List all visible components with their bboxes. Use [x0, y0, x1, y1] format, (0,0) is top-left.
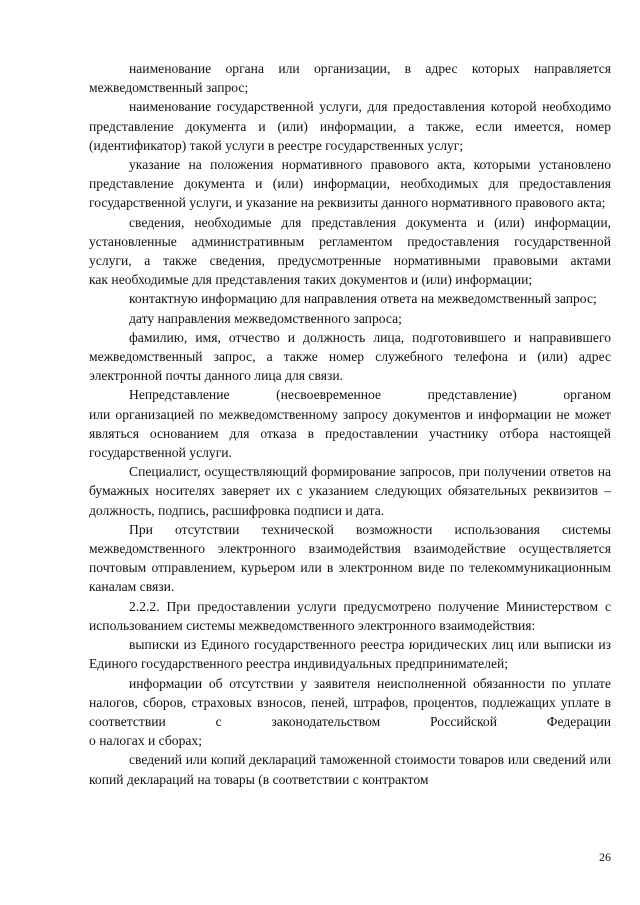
- paragraph-request-date: дату направления межведомственного запроса;: [129, 310, 402, 326]
- paragraph-contact-info: контактную информацию для направления ответа на межведомственный запрос;: [129, 291, 597, 307]
- paragraph-registry-extracts: выписки из Единого государственного реестра юридических лиц или выписки из Единого государственного реестра индивидуальных предпринимателей;: [89, 637, 611, 672]
- paragraph-service-name: наименование государственной услуги, для предоставления которой необходимо представление документа и (или) информации, а также, если имеется, номер (идентификатор) такой услуги в реестре государственных услуг;: [89, 99, 611, 153]
- paragraph-specialist: Специалист, осуществляющий формирование запросов, при получении ответов на бумажных носителях заверяет их с указанием следующих обязательных реквизитов – должность, подпись, расшифровка подписи и дата.: [89, 464, 611, 518]
- page-number: 26: [599, 850, 611, 864]
- document-body: [89, 59, 611, 789]
- paragraph-tax-obligations-continued: о налогах и сборах;: [89, 733, 202, 749]
- paragraph-no-technical-possibility: При отсутствии технической возможности использования системы межведомственного электронного взаимодействия взаимодействие осуществляется почтовым отправлением, курьером или в электронном виде по телекоммуникационным каналам связи.: [89, 521, 611, 595]
- paragraph-organ-name: наименование органа или организации, в адрес которых направляется межведомственный запрос;: [89, 61, 611, 96]
- paragraph-required-info: сведения, необходимые для представления документа и (или) информации, установленные административным регламентом предоставления государственной услуги, а также сведения, предусмотренные нормативными правовыми актами: [89, 214, 611, 269]
- paragraph-section-2-2-2: 2.2.2. При предоставлении услуги предусмотрено получение Министерством с использованием системы межведомственного электронного взаимодействия:: [89, 598, 611, 633]
- paragraph-responsible-person: фамилию, имя, отчество и должность лица, подготовившего и направившего межведомственный запрос, а также номер служебного телефона и (или) адрес электронной почты данного лица для связи.: [89, 329, 611, 384]
- paragraph-required-info-continued: как необходимые для представления таких документов и (или) информации;: [89, 272, 533, 288]
- paragraph-legal-act: указание на положения нормативного правового акта, которыми установлено представление документа и (или) информации, необходимых для предоставления государственной услуги, и указание на реквизиты данного нормативного правового акта;: [89, 157, 611, 211]
- paragraph-tax-obligations: информации об отсутствии у заявителя неисполненной обязанности по уплате налогов, сборов, страховых взносов, пеней, штрафов, процентов, подлежащих уплате в соответствии с законодательством Российской Федерации: [89, 675, 611, 729]
- paragraph-non-submission: Непредставление (несвоевременное представление) органом: [129, 387, 611, 403]
- paragraph-non-submission-continued: или организацией по межведомственному запросу документов и информации не может являться основанием для отказа в предоставлении участнику отбора настоящей государственной услуги.: [89, 406, 611, 461]
- paragraph-customs-declarations: сведений или копий деклараций таможенной стоимости товаров или сведений или копий деклараций на товары (в соответствии с контрактом: [89, 752, 611, 787]
